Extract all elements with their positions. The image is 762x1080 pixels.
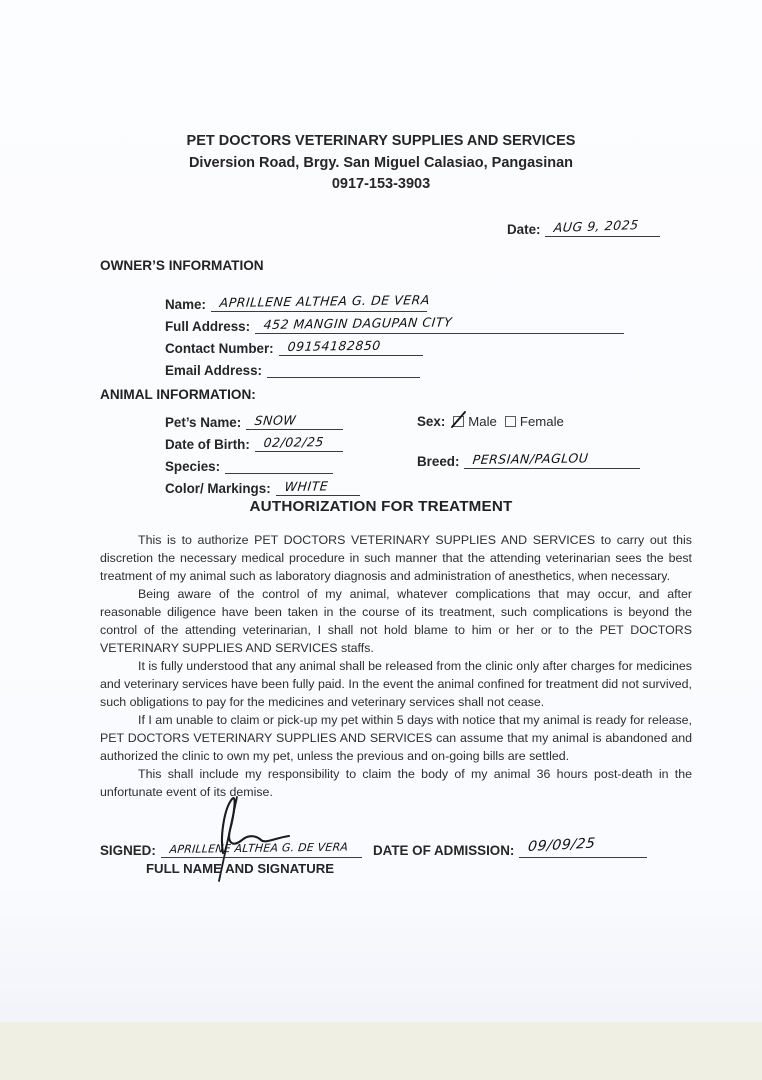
breed-row	[417, 447, 640, 469]
authorization-paragraph-4: If I am unable to claim or pick-up my pet within 5 days with notice that my animal is ready for release, PET DOCTORS VETERINARY SUPPLIES AND SERVICES can assume that my animal is abandoned and authorized the clinic to own my pet, unless the previous and on-going bills are settled.	[100, 713, 692, 763]
scanner-bed-strip	[0, 1022, 762, 1080]
date-field	[507, 219, 660, 237]
female-option-label: Female	[519, 413, 564, 429]
species-label: Species:	[165, 459, 221, 474]
admission-date-value: 09/09/25	[527, 835, 597, 855]
owner-name-row	[165, 290, 431, 312]
signed-row	[100, 840, 362, 858]
owner-contact-label: Contact Number:	[165, 341, 274, 356]
owner-name-value: APRILLENE ALTHEA G. DE VERA	[218, 292, 431, 310]
owner-name-line	[211, 292, 431, 312]
animal-section-title: ANIMAL INFORMATION:	[100, 387, 256, 402]
signature-caption: FULL NAME AND SIGNATURE	[146, 861, 335, 876]
date-blank-line	[545, 219, 660, 237]
color-markings-row	[165, 474, 360, 496]
authorization-paragraph-1: This is to authorize PET DOCTORS VETERINARY SUPPLIES AND SERVICES to carry out this discretion the necessary medical procedure in such manner that the attending veterinarian sees the best treatment of my animal such as laboratory diagnosis and administration of anesthetics, when necessary.	[100, 533, 692, 583]
admission-date-row	[373, 835, 647, 858]
signed-name-value: APRILLENE ALTHEA G. DE VERA	[168, 840, 349, 856]
breed-label: Breed:	[417, 454, 460, 469]
birth-date-value: 02/02/25	[262, 434, 325, 450]
sex-row	[417, 410, 640, 432]
authorization-paragraph-2: Being aware of the control of my animal, whatever complications that may occur, and after reasonable diligence have been taken in the course of its treatment, such complications is beyond the control of the attending veterinarian, I shall not hold blame to him or her or to the PET DOCTORS VETERINARY SUPPLIES AND SERVICES staffs.	[100, 587, 692, 655]
species-row	[165, 452, 333, 474]
male-option-label: Male	[468, 413, 497, 429]
authorization-paragraph-5: This shall include my responsibility to claim the body of my animal 36 hours post-death in the unfortunate event of its demise.	[100, 767, 692, 799]
owner-section-title: OWNER’S INFORMATION	[100, 258, 264, 273]
owner-email-label: Email Address:	[165, 363, 262, 378]
authorization-paragraph-3: It is fully understood that any animal shall be released from the clinic only after charges for medicines and veterinary services have been fully paid. In the event the animal confined for treatment did not survived, such obligations to pay for the medicines and veterinary services shall not cease.	[100, 659, 692, 709]
authorization-title: AUTHORIZATION FOR TREATMENT	[249, 498, 513, 515]
clinic-name: PET DOCTORS VETERINARY SUPPLIES AND SERVICES	[186, 133, 576, 149]
breed-line	[464, 451, 640, 469]
animal-fields-right	[417, 410, 640, 469]
clinic-phone: 0917-153-3903	[331, 176, 431, 192]
male-checkbox	[453, 416, 464, 427]
male-check-mark-icon	[450, 410, 468, 430]
owner-address-row	[165, 312, 624, 334]
signed-line	[161, 840, 362, 858]
color-markings-value: WHITE	[283, 478, 329, 494]
color-markings-line	[276, 478, 360, 496]
species-line	[225, 456, 333, 474]
animal-fields-left	[165, 408, 360, 496]
owner-address-value: 452 MANGIN DAGUPAN CITY	[263, 314, 453, 332]
owner-contact-row	[165, 334, 423, 356]
sex-label: Sex:	[417, 413, 446, 429]
authorization-body	[100, 531, 692, 801]
owner-address-line	[255, 316, 624, 334]
birth-date-line	[255, 434, 343, 452]
birth-date-row	[165, 430, 343, 452]
color-markings-label: Color/ Markings:	[165, 481, 271, 496]
pet-name-line	[246, 412, 343, 430]
female-checkbox	[505, 416, 516, 427]
pet-name-value: SNOW	[254, 412, 298, 428]
admission-date-label: DATE OF ADMISSION:	[373, 843, 515, 858]
date-label: Date:	[507, 222, 541, 237]
owner-contact-line	[279, 338, 423, 356]
owner-fields	[165, 290, 624, 378]
owner-email-line	[267, 360, 420, 378]
breed-value: PERSIAN/PAGLOU	[472, 450, 590, 467]
signed-label: SIGNED:	[100, 843, 156, 858]
owner-name-label: Name:	[165, 297, 206, 312]
admission-date-line	[519, 835, 647, 858]
date-handwritten-value: AUG 9, 2025	[553, 217, 641, 235]
owner-contact-value: 09154182850	[286, 337, 382, 354]
letterhead	[0, 131, 762, 196]
birth-date-label: Date of Birth:	[165, 437, 250, 452]
owner-address-label: Full Address:	[165, 319, 251, 334]
pet-name-label: Pet’s Name:	[165, 415, 242, 430]
clinic-address: Diversion Road, Brgy. San Miguel Calasiao, Pangasinan	[188, 154, 574, 171]
owner-email-row	[165, 356, 420, 378]
pet-name-row	[165, 408, 343, 430]
